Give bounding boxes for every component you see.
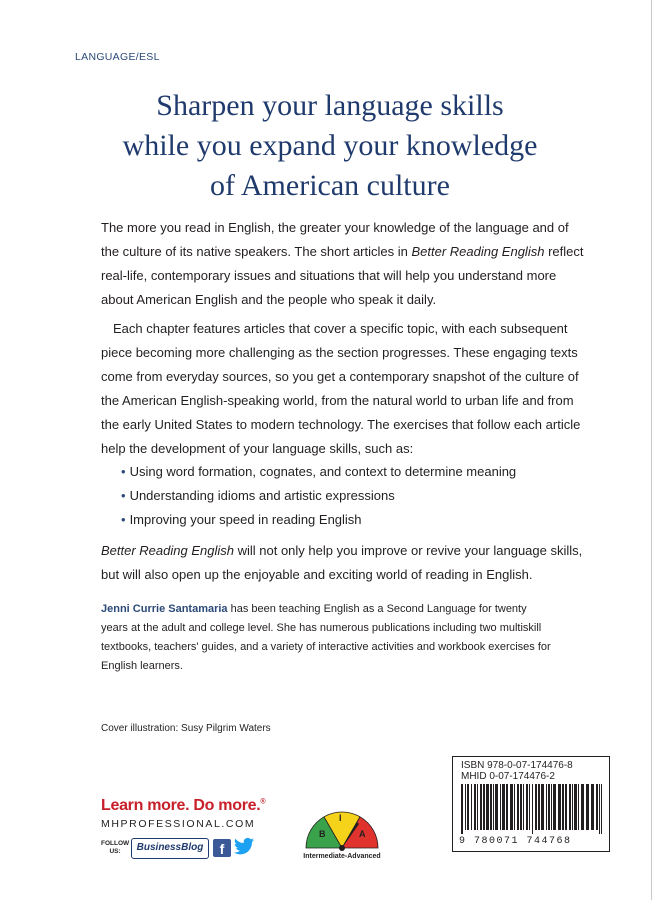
barcode-bar [546, 784, 547, 830]
paragraph-line: but will also open up the enjoyable and exciting world of reading in English. [101, 567, 533, 582]
barcode-bar [471, 784, 472, 830]
list-item [121, 508, 516, 532]
headline [0, 86, 660, 206]
isbn-number: ISBN 978-0-07-174476-8 [461, 760, 573, 771]
bia-level-gauge-icon [300, 804, 384, 854]
bullet-icon: • [121, 488, 126, 503]
barcode-bar [502, 784, 505, 830]
bio-line: textbooks, teachers' guides, and a variety of interactive activities and workbook exercises for [101, 641, 551, 653]
barcode-bar [486, 784, 489, 830]
paragraph-text: will not only help you improve or revive your language skills, [233, 543, 583, 558]
barcode-bar [548, 784, 550, 830]
publisher-website[interactable]: MHPROFESSIONAL.COM [101, 818, 256, 830]
author-bio [101, 600, 581, 676]
barcode-bar [569, 784, 571, 830]
barcode-bar [551, 784, 552, 830]
headline-line: of American culture [210, 169, 450, 202]
paragraph-text: the culture of its native speakers. The short articles in [101, 244, 412, 259]
barcode-bar [578, 784, 579, 830]
tagline-text: Learn more. Do more. [101, 797, 261, 814]
author-name: Jenni Currie Santamaria [101, 603, 228, 615]
intro-paragraph [101, 216, 584, 312]
barcode-bar [495, 784, 498, 830]
paragraph-line [101, 240, 584, 264]
bio-line [101, 600, 581, 619]
barcode-bar [532, 784, 533, 834]
list-item-text: Using word formation, cognates, and context to determine meaning [129, 464, 517, 479]
barcode-bar [477, 784, 478, 830]
list-item [121, 484, 516, 508]
mhid-number: MHID 0-07-174476-2 [461, 771, 555, 782]
facebook-icon[interactable]: f [213, 839, 231, 857]
barcode-bar [480, 784, 482, 830]
bio-line: years at the adult and college level. She has numerous publications including two multiskill [101, 622, 542, 634]
gauge-letter-i: I [339, 813, 342, 823]
list-item [121, 460, 516, 484]
book-title: Better Reading English [101, 543, 234, 558]
book-title: Better Reading English [411, 244, 545, 259]
barcode-bar [510, 784, 513, 830]
barcode-bar [500, 784, 501, 830]
paragraph-line: help the development of your language skills, such as: [101, 441, 414, 456]
barcode-bar [535, 784, 537, 830]
paragraph-line: the early United States to modern technology. The exercises that follow each article [101, 417, 581, 432]
paragraph-line: real-life, contemporary issues and situations that will help you understand more [101, 268, 557, 283]
paragraph-line: come from everyday sources, so you get a contemporary snapshot of the culture of [101, 369, 579, 384]
barcode-bar [493, 784, 494, 830]
barcode-bar [483, 784, 485, 830]
gauge-hub [339, 845, 345, 851]
barcode-bar [574, 784, 577, 830]
barcode-bar [490, 784, 492, 830]
barcode-bar [596, 784, 598, 830]
barcode-bar [553, 784, 556, 830]
follow-us-label [101, 840, 129, 856]
cover-credit: Cover illustration: Susy Pilgrim Waters [101, 723, 271, 734]
paragraph-line [101, 539, 581, 563]
barcode-bar [514, 784, 515, 830]
level-label: Intermediate-Advanced [303, 853, 381, 860]
barcode-bar [517, 784, 519, 830]
paragraph-line: about American English and the people who speak it daily. [101, 292, 437, 307]
barcode-bar [565, 784, 567, 830]
barcode-bar [562, 784, 564, 830]
closing-paragraph [101, 539, 581, 587]
paragraph-line: Each chapter features articles that cover a specific topic, with each subsequent [113, 321, 568, 336]
headline-line: while you expand your knowledge [122, 129, 538, 162]
publisher-tagline [101, 797, 265, 815]
gauge-letter-a: A [359, 829, 366, 839]
follow-text: FOLLOW [101, 840, 130, 847]
paragraph-line: the American English-speaking world, from the natural world to urban life and from [101, 393, 574, 408]
barcode-digits: 9 780071 744768 [459, 836, 572, 847]
barcode-bar [586, 784, 589, 830]
barcode [459, 784, 605, 834]
barcode-bar [581, 784, 584, 830]
paragraph-line: The more you read in English, the greater your knowledge of the language and of [101, 220, 569, 235]
gauge-letter-b: B [319, 829, 326, 839]
category-label: LANGUAGE/ESL [75, 51, 160, 63]
barcode-bar [520, 784, 522, 830]
isbn-barcode-box [452, 756, 610, 852]
headline-line: Sharpen your language skills [156, 89, 504, 122]
barcode-bar [591, 784, 594, 830]
paragraph-text: reflect [544, 244, 584, 259]
barcode-bar [601, 784, 602, 834]
follow-text: US: [109, 848, 121, 855]
barcode-bar [541, 784, 544, 830]
paragraph-line: piece becoming more challenging as the section progresses. These engaging texts [101, 345, 578, 360]
barcode-bar [599, 784, 600, 834]
barcode-bar [538, 784, 540, 830]
bullet-icon: • [121, 464, 126, 479]
barcode-bar [461, 784, 463, 834]
list-item-text: Improving your speed in reading English [129, 512, 362, 527]
list-item-text: Understanding idioms and artistic expressions [129, 488, 395, 503]
barcode-bar [465, 784, 466, 830]
twitter-icon[interactable] [233, 837, 255, 857]
barcode-bar [572, 784, 573, 830]
bio-line: English learners. [101, 660, 183, 672]
bullet-icon: • [121, 512, 126, 527]
registered-mark: ® [260, 798, 266, 806]
barcode-bar [474, 784, 476, 830]
bio-text: has been teaching English as a Second Language for twenty [227, 603, 527, 615]
barcode-bar [506, 784, 508, 830]
barcode-bar [467, 784, 469, 830]
barcode-bar [529, 784, 530, 830]
business-blog-button[interactable]: BusinessBlog [131, 838, 209, 859]
barcode-bar [558, 784, 561, 830]
barcode-bar [523, 784, 524, 830]
chapter-paragraph [101, 317, 581, 461]
skills-list [121, 460, 516, 532]
barcode-bar [526, 784, 528, 830]
